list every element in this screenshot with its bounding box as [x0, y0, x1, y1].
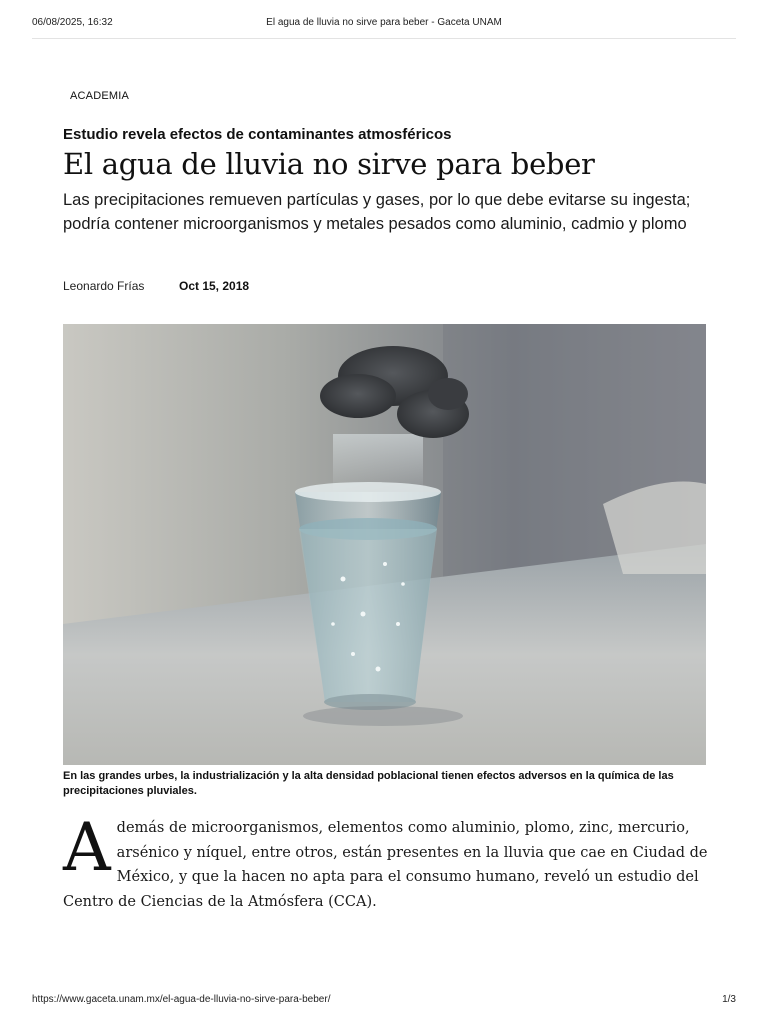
- article-photo: [63, 324, 706, 765]
- article-headline: El agua de lluvia no sirve para beber: [63, 147, 595, 181]
- article-author[interactable]: Leonardo Frías: [63, 279, 145, 293]
- image-caption: En las grandes urbes, la industrialización y la alta densidad poblacional tienen efectos adversos en la química de las precipitaciones pluviales.: [63, 770, 674, 797]
- article-kicker: Estudio revela efectos de contaminantes atmosféricos: [63, 126, 452, 143]
- print-page-title: El agua de lluvia no sirve para beber - Gaceta UNAM: [266, 17, 502, 28]
- print-footer: [32, 994, 736, 1005]
- print-header: [32, 17, 736, 28]
- article-body-paragraph: [63, 809, 713, 914]
- section-label[interactable]: ACADEMIA: [70, 90, 130, 102]
- article-date: Oct 15, 2018: [179, 279, 250, 293]
- page-indicator: 1/3: [722, 994, 736, 1005]
- article-subtitle: Las precipitaciones remueven partículas y gases, por lo que debe evitarse su ingesta; podría contener microorganismos y metales pesados como aluminio, cadmio y plomo: [63, 191, 691, 233]
- print-datetime: 06/08/2025, 16:32: [32, 17, 113, 28]
- dropcap-letter: A: [63, 809, 111, 886]
- print-url: https://www.gaceta.unam.mx/el-agua-de-lluvia-no-sirve-para-beber/: [32, 994, 331, 1005]
- header-divider: [32, 38, 736, 39]
- body-text: demás de microorganismos, elementos como aluminio, plomo, zinc, mercurio, arsénico y níquel, entre otros, están presentes en la lluvia que cae en Ciudad de México, y que la hacen no apta para el consumo humano, reveló un estudio del Centro de Ciencias de la Atmósfera (CCA).: [63, 820, 708, 910]
